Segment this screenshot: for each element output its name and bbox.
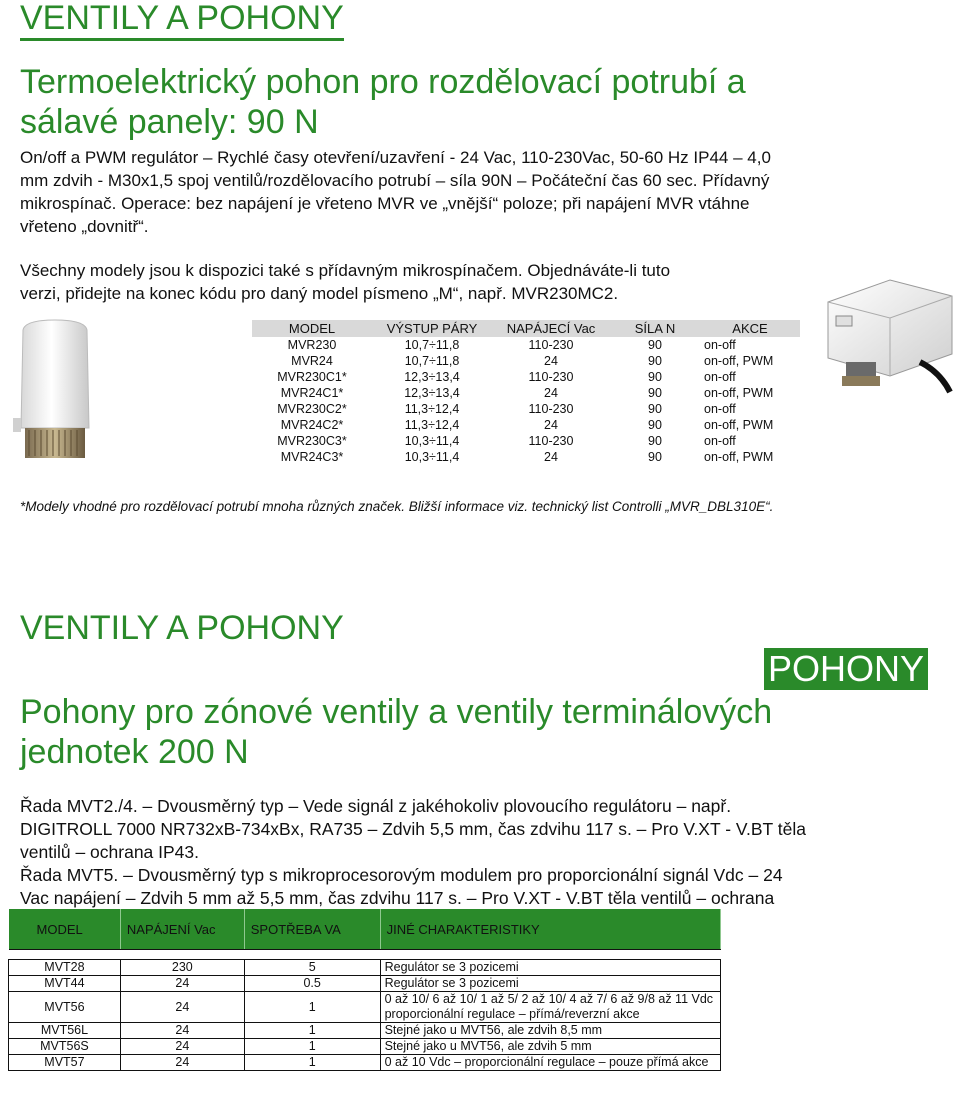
table-cell: 24 bbox=[544, 450, 558, 464]
table-cell: MVT56 bbox=[9, 992, 121, 1023]
table-cell: 0.5 bbox=[244, 976, 380, 992]
category-badge: POHONY bbox=[764, 648, 928, 690]
table-cell: 10,7÷11,8 bbox=[404, 338, 460, 352]
product-title bbox=[20, 692, 940, 772]
table-cell: 90 bbox=[648, 418, 662, 432]
table-cell: on-off bbox=[704, 338, 736, 352]
text-line: verzi, přidejte na konec kódu pro daný model písmeno „M“, např. MVR230MC2. bbox=[20, 284, 619, 303]
table-cell: 90 bbox=[648, 370, 662, 384]
table-cell: MVT44 bbox=[9, 976, 121, 992]
table-row bbox=[252, 353, 800, 369]
table-cell: 0 až 10/ 6 až 10/ 1 až 5/ 2 až 10/ 4 až 7/ 6 až 9/8 až 11 Vdc proporcionální regulace – přímá/reverzní akce bbox=[380, 992, 720, 1023]
table-cell: 24 bbox=[120, 992, 244, 1023]
text-line: Řada MVT2./4. – Dvousměrný typ – Vede signál z jakéhokoliv plovoucího regulátoru – např. bbox=[20, 796, 732, 816]
table-cell: 24 bbox=[120, 976, 244, 992]
table-cell: 1 bbox=[244, 1055, 380, 1071]
table-header: AKCE bbox=[700, 320, 800, 337]
table-row bbox=[252, 417, 800, 433]
table-cell: MVR230C2* bbox=[277, 402, 347, 416]
section-heading: VENTILY A POHONY bbox=[20, 609, 344, 647]
table-cell: 1 bbox=[244, 1039, 380, 1055]
table-header: NAPÁJENÍ Vac bbox=[120, 909, 244, 950]
product-title-line: sálavé panely: 90 N bbox=[20, 103, 319, 141]
mvt-actuator-image bbox=[810, 272, 958, 400]
text-line: mm zdvih - M30x1,5 spoj ventilů/rozdělovacího potrubí – síla 90N – Počáteční čas 60 sec. Přídavný bbox=[20, 171, 770, 190]
table-row bbox=[252, 369, 800, 385]
table-cell: on-off, PWM bbox=[704, 450, 774, 464]
mvt-specs-table bbox=[8, 909, 721, 1071]
table-cell: 24 bbox=[544, 354, 558, 368]
table-header: MODEL bbox=[252, 320, 372, 337]
table-cell: 24 bbox=[544, 418, 558, 432]
product-title-line: jednotek 200 N bbox=[20, 733, 249, 771]
table-cell: MVR24C2* bbox=[280, 418, 344, 432]
table-cell: on-off bbox=[704, 434, 736, 448]
table-cell: 110-230 bbox=[528, 338, 574, 352]
text-line: ventilů – ochrana IP43. bbox=[20, 842, 200, 862]
table-cell: 1 bbox=[244, 992, 380, 1023]
table-cell: 24 bbox=[120, 1023, 244, 1039]
spacer bbox=[9, 950, 721, 960]
table-header: NAPÁJECÍ Vac bbox=[492, 320, 610, 337]
table-cell: 90 bbox=[648, 354, 662, 368]
thermoelectric-actuator-image bbox=[5, 318, 115, 468]
table-cell: 12,3÷13,4 bbox=[404, 370, 460, 384]
table-header: VÝSTUP PÁRY bbox=[372, 320, 492, 337]
table-cell: on-off, PWM bbox=[704, 354, 774, 368]
microswitch-paragraph bbox=[20, 259, 945, 305]
table-cell: Regulátor se 3 pozicemi bbox=[380, 976, 720, 992]
text-line: Vac napájení – Zdvih 5 mm až 5,5 mm, čas zdvihu 117 s. – Pro V.XT - V.BT těla ventilů – ochrana bbox=[20, 888, 775, 908]
table-cell: MVR24 bbox=[291, 354, 333, 368]
table-cell: Stejné jako u MVT56, ale zdvih 8,5 mm bbox=[380, 1023, 720, 1039]
table-cell: on-off, PWM bbox=[704, 386, 774, 400]
table-row bbox=[9, 976, 721, 992]
table-row bbox=[9, 960, 721, 976]
table-row bbox=[9, 1039, 721, 1055]
product-title-line: Pohony pro zónové ventily a ventily terminálových bbox=[20, 693, 773, 731]
table-cell: 24 bbox=[120, 1039, 244, 1055]
table-row bbox=[9, 1055, 721, 1071]
table-cell: MVT57 bbox=[9, 1055, 121, 1071]
product-title bbox=[20, 62, 940, 142]
table-cell: on-off bbox=[704, 370, 736, 384]
table-cell: 90 bbox=[648, 402, 662, 416]
text-line: Všechny modely jsou k dispozici také s přídavným mikrospínačem. Objednáváte-li tuto bbox=[20, 261, 671, 280]
text-line: vřeteno „dovnitř“. bbox=[20, 217, 149, 236]
table-cell: 90 bbox=[648, 386, 662, 400]
text-line: On/off a PWM regulátor – Rychlé časy otevření/uzavření - 24 Vac, 110-230Vac, 50-60 Hz IP44 – 4,0 bbox=[20, 148, 771, 167]
table-cell: 5 bbox=[244, 960, 380, 976]
description-paragraph bbox=[20, 795, 950, 910]
table-row bbox=[252, 433, 800, 449]
table-cell: MVR230C3* bbox=[277, 434, 347, 448]
table-cell: 12,3÷13,4 bbox=[404, 386, 460, 400]
table-header: MODEL bbox=[9, 909, 121, 950]
table-cell: 1 bbox=[244, 1023, 380, 1039]
description-paragraph bbox=[20, 146, 945, 238]
table-row bbox=[252, 449, 800, 465]
table-cell: MVT56L bbox=[9, 1023, 121, 1039]
table-cell: Stejné jako u MVT56, ale zdvih 5 mm bbox=[380, 1039, 720, 1055]
table-cell: 110-230 bbox=[528, 370, 574, 384]
table-header: JINÉ CHARAKTERISTIKY bbox=[380, 909, 720, 950]
table-cell: 90 bbox=[648, 450, 662, 464]
table-row bbox=[252, 385, 800, 401]
table-row bbox=[9, 1023, 721, 1039]
table-cell: MVR24C3* bbox=[280, 450, 344, 464]
text-line: DIGITROLL 7000 NR732xB-734xBx, RA735 – Zdvih 5,5 mm, čas zdvihu 117 s. – Pro V.XT - V.BT těla bbox=[20, 819, 806, 839]
table-cell: 10,7÷11,8 bbox=[404, 354, 460, 368]
table-cell: Regulátor se 3 pozicemi bbox=[380, 960, 720, 976]
table-cell: on-off bbox=[704, 402, 736, 416]
table-cell: 10,3÷11,4 bbox=[404, 450, 460, 464]
text-line: mikrospínač. Operace: bez napájení je vřeteno MVR ve „vnější“ poloze; při napájení MVR vtáhne bbox=[20, 194, 750, 213]
table-cell: MVT28 bbox=[9, 960, 121, 976]
table-header: SÍLA N bbox=[610, 320, 700, 337]
footnote: *Modely vhodné pro rozdělovací potrubí mnoha různých značek. Bližší informace viz. technický list Controlli „MVR_DBL310E“. bbox=[20, 499, 774, 514]
table-cell: 11,3÷12,4 bbox=[404, 402, 460, 416]
table-cell: 90 bbox=[648, 434, 662, 448]
table-row bbox=[9, 992, 721, 1023]
table-cell: 110-230 bbox=[528, 434, 574, 448]
mvr-specs-table bbox=[252, 320, 800, 465]
table-cell: 110-230 bbox=[528, 402, 574, 416]
table-cell: on-off, PWM bbox=[704, 418, 774, 432]
table-row bbox=[252, 337, 800, 353]
table-cell: MVR230C1* bbox=[277, 370, 347, 384]
table-cell: 90 bbox=[648, 338, 662, 352]
table-cell: 0 až 10 Vdc – proporcionální regulace – pouze přímá akce bbox=[380, 1055, 720, 1071]
table-cell: 11,3÷12,4 bbox=[404, 418, 460, 432]
text-line: Řada MVT5. – Dvousměrný typ s mikroprocesorovým modulem pro proporcionální signál Vdc – 24 bbox=[20, 865, 783, 885]
table-cell: MVR230 bbox=[287, 338, 337, 352]
product-title-line: Termoelektrický pohon pro rozdělovací potrubí a bbox=[20, 63, 746, 101]
table-header: SPOTŘEBA VA bbox=[244, 909, 380, 950]
table-cell: 230 bbox=[120, 960, 244, 976]
section-heading: VENTILY A POHONY bbox=[20, 0, 344, 41]
table-cell: MVR24C1* bbox=[280, 386, 344, 400]
table-cell: MVT56S bbox=[9, 1039, 121, 1055]
table-cell: 10,3÷11,4 bbox=[404, 434, 460, 448]
table-row bbox=[252, 401, 800, 417]
table-cell: 24 bbox=[544, 386, 558, 400]
table-cell: 24 bbox=[120, 1055, 244, 1071]
